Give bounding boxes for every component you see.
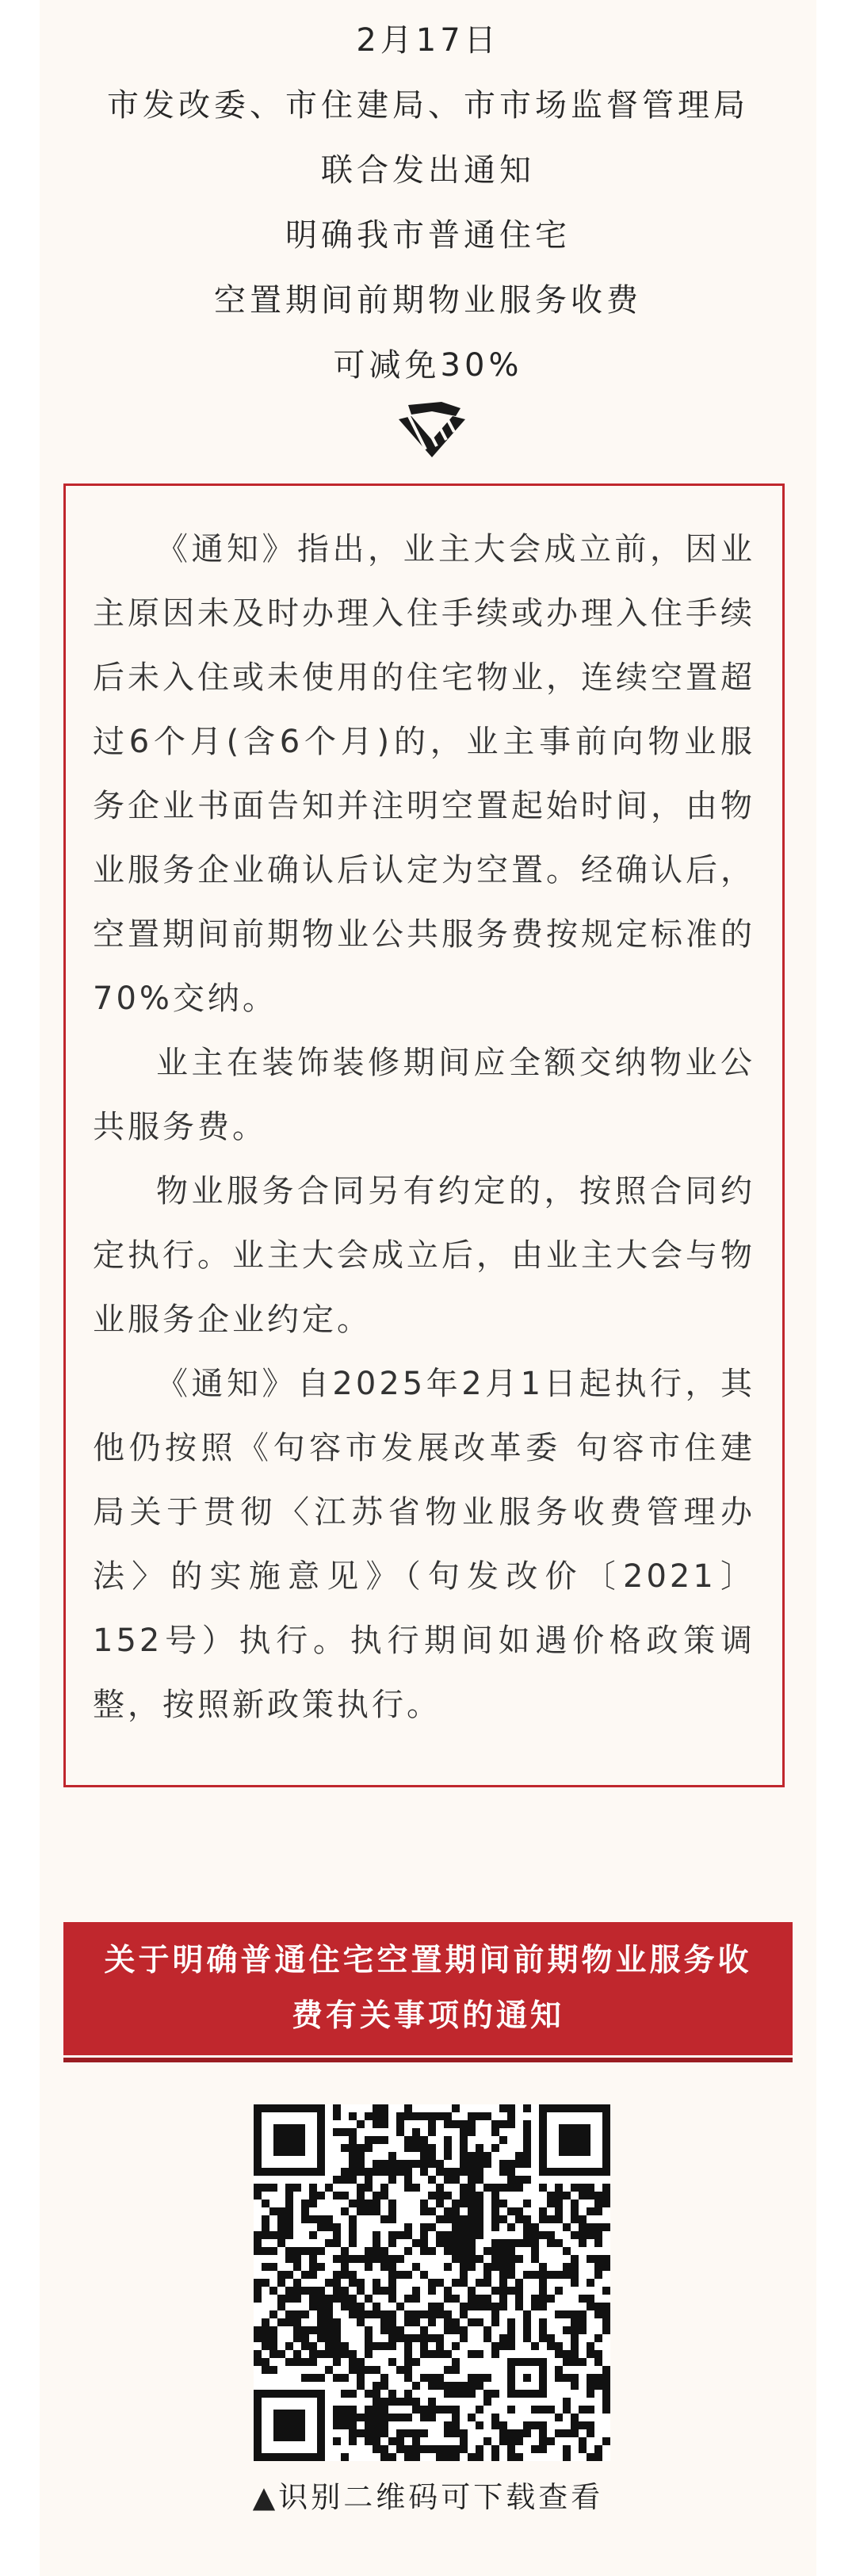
intro-date: 2月17日: [356, 22, 500, 59]
qr-caption: ▲识别二维码可下载查看: [252, 2480, 604, 2514]
intro-reduction: 可减免30%: [333, 347, 523, 384]
banner-title-line-1: 关于明确普通住宅空置期间前期物业服务收: [104, 1943, 752, 1978]
banner-underline: [63, 2058, 793, 2062]
intro-block: [40, 8, 816, 398]
notice-title-banner: [63, 1922, 793, 2055]
notice-paragraph: 业主在装饰装修期间应全额交纳物业公共服务费。: [93, 1045, 755, 1145]
chevron-emblem-icon: [392, 400, 472, 464]
banner-title-line-2: 费有关事项的通知: [291, 1998, 564, 2034]
notice-paragraph: 《通知》指出，业主大会成立前，因业主原因未及时办理入住手续或办理入住手续后未入住或未使用的住宅物业，连续空置超过6个月(含6个月)的，业主事前向物业服务企业书面告知并注明空置起始时间，由物业服务企业确认后认定为空置。经确认后，空置期间前期物业公共服务费按规定标准的70%交纳。: [93, 531, 755, 1017]
intro-joint-notice: 联合发出通知: [321, 152, 535, 189]
intro-fee: 空置期间前期物业服务收费: [214, 282, 642, 319]
notice-paragraph: 《通知》自2025年2月1日起执行，其他仍按照《句容市发展改革委 句容市住建局关于贯彻〈江苏省物业服务收费管理办法〉的实施意见》（句发改价〔2021〕152号）执行。执行期间如遇价格政策调整，按照新政策执行。: [93, 1366, 755, 1723]
qr-code-icon[interactable]: [254, 2104, 610, 2461]
intro-departments: 市发改委、市住建局、市市场监督管理局: [107, 87, 749, 124]
notice-paragraph: 物业服务合同另有约定的，按照合同约定执行。业主大会成立后，由业主大会与物业服务企业约定。: [93, 1173, 755, 1338]
intro-housing: 明确我市普通住宅: [285, 217, 571, 254]
notice-content-box: [63, 483, 785, 1787]
